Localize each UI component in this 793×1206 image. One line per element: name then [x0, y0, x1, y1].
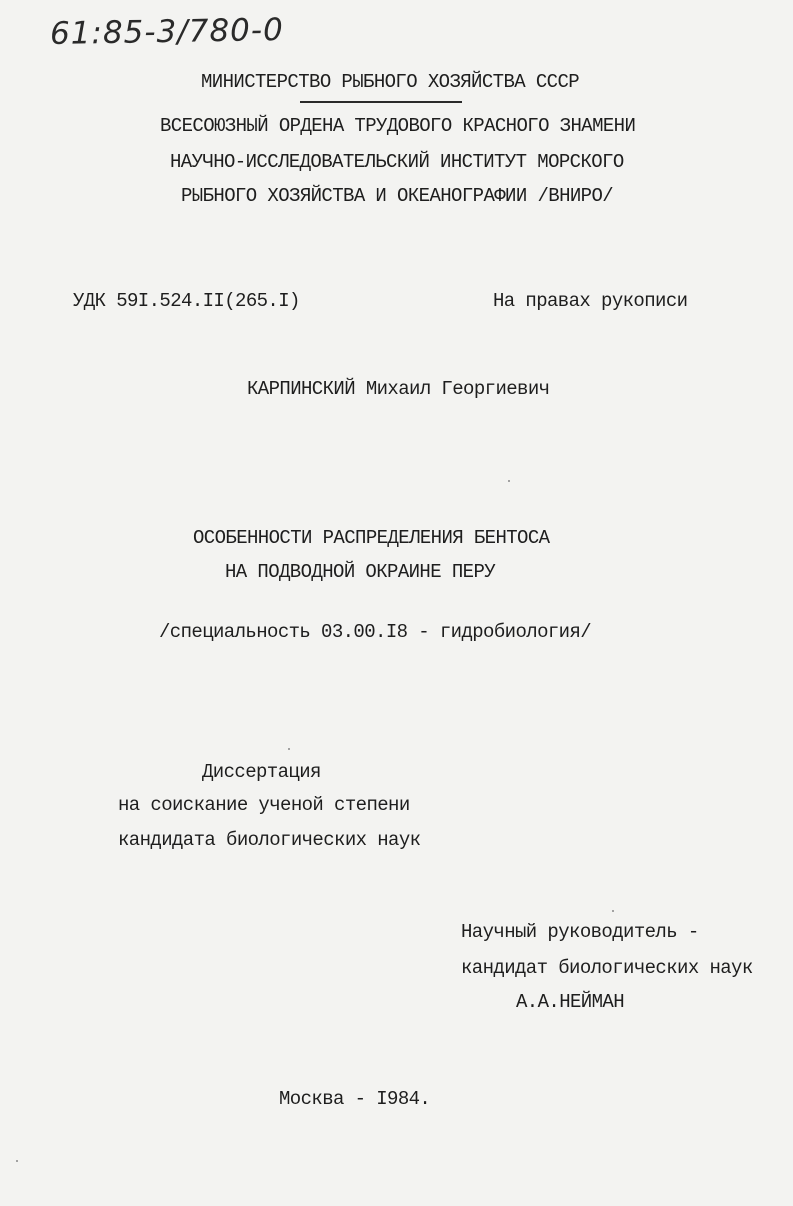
- dissertation-label: Диссертация: [202, 761, 321, 783]
- thesis-title-line-1: ОСОБЕННОСТИ РАСПРЕДЕЛЕНИЯ БЕНТОСА: [193, 527, 550, 549]
- scan-speck: [612, 910, 614, 912]
- ministry-heading: МИНИСТЕРСТВО РЫБНОГО ХОЗЯЙСТВА СССР: [201, 71, 580, 93]
- supervisor-label: Научный руководитель -: [461, 921, 699, 943]
- supervisor-name: А.А.НЕЙМАН: [516, 991, 625, 1013]
- thesis-title-line-2: НА ПОДВОДНОЙ ОКРАИНЕ ПЕРУ: [225, 561, 496, 583]
- scan-speck: [16, 1160, 18, 1162]
- degree-name: кандидата биологических наук: [118, 829, 421, 851]
- heading-underline: [300, 101, 462, 103]
- scan-speck: [508, 480, 510, 482]
- degree-purpose: на соискание ученой степени: [118, 794, 410, 816]
- author-name: КАРПИНСКИЙ Михаил Георгиевич: [247, 378, 550, 400]
- handwritten-archive-code: 61:85-3/780-0: [49, 11, 285, 53]
- supervisor-degree: кандидат биологических наук: [461, 957, 753, 979]
- institute-line-2: НАУЧНО-ИССЛЕДОВАТЕЛЬСКИЙ ИНСТИТУТ МОРСКОГО: [170, 151, 624, 173]
- institute-line-1: ВСЕСОЮЗНЫЙ ОРДЕНА ТРУДОВОГО КРАСНОГО ЗНАМЕНИ: [160, 115, 636, 137]
- institute-line-3: РЫБНОГО ХОЗЯЙСТВА И ОКЕАНОГРАФИИ /ВНИРО/: [181, 185, 614, 207]
- udk-code: УДК 59I.524.II(265.I): [73, 290, 300, 312]
- specialty-line: /специальность 03.00.I8 - гидробиология/: [159, 621, 592, 643]
- scan-speck: [288, 748, 290, 750]
- city-year: Москва - I984.: [279, 1088, 431, 1110]
- manuscript-rights-note: На правах рукописи: [493, 290, 688, 312]
